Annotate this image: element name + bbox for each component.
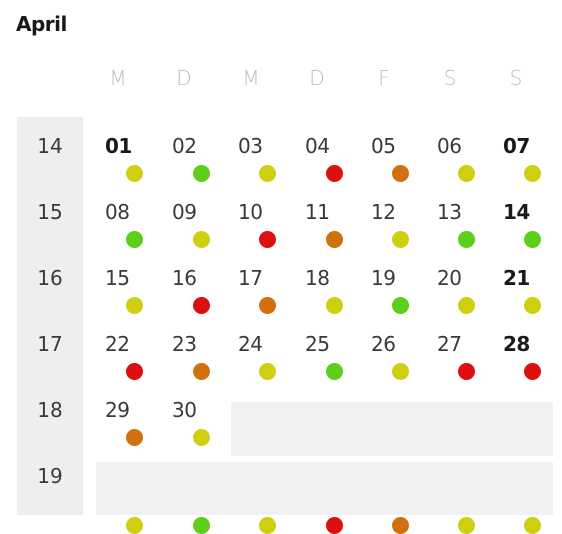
day-number: 26	[371, 332, 396, 356]
day-cell[interactable]	[163, 186, 229, 252]
status-dot-green	[193, 165, 210, 182]
weekday-label: S	[509, 66, 523, 90]
day-cell[interactable]	[229, 186, 295, 252]
day-number: 13	[437, 200, 462, 224]
month-title: April	[16, 12, 67, 36]
status-dot-yellow	[193, 429, 210, 446]
day-cell[interactable]	[163, 384, 229, 450]
day-cell[interactable]	[428, 252, 494, 318]
day-cell[interactable]	[494, 318, 560, 384]
status-dot-orange	[392, 165, 409, 182]
status-dot-yellow	[458, 165, 475, 182]
day-cell[interactable]	[163, 120, 229, 186]
day-number: 19	[371, 266, 396, 290]
empty-week-area	[96, 462, 553, 515]
day-cell[interactable]	[362, 120, 428, 186]
status-dot-red	[193, 297, 210, 314]
day-cell[interactable]	[296, 120, 362, 186]
status-dot-green	[458, 231, 475, 248]
day-cell[interactable]	[296, 318, 362, 384]
weekday-label: D	[176, 66, 192, 90]
day-number: 16	[172, 266, 197, 290]
status-dot-yellow	[524, 297, 541, 314]
status-dot-red	[326, 517, 343, 534]
week-number: 15	[37, 200, 63, 224]
day-number: 06	[437, 134, 462, 158]
day-number: 17	[238, 266, 263, 290]
day-cell[interactable]	[362, 252, 428, 318]
day-cell[interactable]	[428, 318, 494, 384]
status-dot-green	[193, 517, 210, 534]
status-dot-orange	[126, 429, 143, 446]
day-number: 29	[105, 398, 130, 422]
week-number-column	[17, 117, 83, 515]
day-cell[interactable]	[494, 252, 560, 318]
status-dot-yellow	[259, 517, 276, 534]
day-number: 18	[305, 266, 330, 290]
day-number: 03	[238, 134, 263, 158]
status-dot-yellow	[458, 517, 475, 534]
weekday-label: M	[242, 66, 260, 90]
day-number: 24	[238, 332, 263, 356]
status-dot-yellow	[126, 297, 143, 314]
day-number: 30	[172, 398, 197, 422]
day-cell[interactable]	[362, 318, 428, 384]
status-dot-yellow	[458, 297, 475, 314]
day-cell[interactable]	[163, 318, 229, 384]
day-number: 23	[172, 332, 197, 356]
status-dot-yellow	[259, 165, 276, 182]
week-number: 16	[37, 266, 63, 290]
status-dot-orange	[259, 297, 276, 314]
day-cell[interactable]	[96, 252, 162, 318]
day-cell[interactable]	[163, 252, 229, 318]
day-cell[interactable]	[428, 120, 494, 186]
week-number: 17	[37, 332, 63, 356]
day-number: 21	[503, 266, 530, 290]
day-number: 11	[305, 200, 330, 224]
day-cell[interactable]	[229, 120, 295, 186]
status-dot-yellow	[326, 297, 343, 314]
day-number: 15	[105, 266, 130, 290]
day-number: 05	[371, 134, 396, 158]
day-cell[interactable]	[96, 384, 162, 450]
status-dot-orange	[193, 363, 210, 380]
day-number: 12	[371, 200, 396, 224]
day-number: 27	[437, 332, 462, 356]
day-cell[interactable]	[494, 186, 560, 252]
weekday-label: D	[309, 66, 325, 90]
day-number: 07	[503, 134, 530, 158]
status-dot-green	[524, 231, 541, 248]
day-cell[interactable]	[229, 318, 295, 384]
status-dot-yellow	[392, 231, 409, 248]
day-cell[interactable]	[494, 120, 560, 186]
status-dot-red	[259, 231, 276, 248]
day-cell[interactable]	[96, 120, 162, 186]
empty-days-area	[231, 402, 553, 456]
status-dot-yellow	[193, 231, 210, 248]
status-dot-yellow	[126, 165, 143, 182]
weekday-label: F	[378, 66, 390, 90]
day-number: 14	[503, 200, 530, 224]
status-dot-yellow	[126, 517, 143, 534]
status-dot-green	[392, 297, 409, 314]
day-number: 22	[105, 332, 130, 356]
day-number: 09	[172, 200, 197, 224]
status-dot-green	[126, 231, 143, 248]
status-dot-red	[326, 165, 343, 182]
status-dot-orange	[392, 517, 409, 534]
day-cell[interactable]	[96, 318, 162, 384]
day-cell[interactable]	[362, 186, 428, 252]
status-dot-red	[458, 363, 475, 380]
weekday-label: M	[109, 66, 127, 90]
day-number: 25	[305, 332, 330, 356]
day-number: 04	[305, 134, 330, 158]
weekday-label: S	[443, 66, 457, 90]
day-number: 01	[105, 134, 132, 158]
day-number: 10	[238, 200, 263, 224]
status-dot-orange	[326, 231, 343, 248]
status-dot-yellow	[524, 517, 541, 534]
day-cell[interactable]	[428, 186, 494, 252]
day-number: 20	[437, 266, 462, 290]
week-number: 14	[37, 134, 63, 158]
week-number: 19	[37, 464, 63, 488]
day-number: 08	[105, 200, 130, 224]
week-number: 18	[37, 398, 63, 422]
status-dot-red	[126, 363, 143, 380]
day-cell[interactable]	[96, 186, 162, 252]
status-dot-green	[326, 363, 343, 380]
day-cell[interactable]	[296, 252, 362, 318]
day-cell[interactable]	[229, 252, 295, 318]
status-dot-red	[524, 363, 541, 380]
status-dot-yellow	[392, 363, 409, 380]
day-number: 02	[172, 134, 197, 158]
status-dot-yellow	[259, 363, 276, 380]
day-cell[interactable]	[296, 186, 362, 252]
status-dot-yellow	[524, 165, 541, 182]
day-number: 28	[503, 332, 530, 356]
